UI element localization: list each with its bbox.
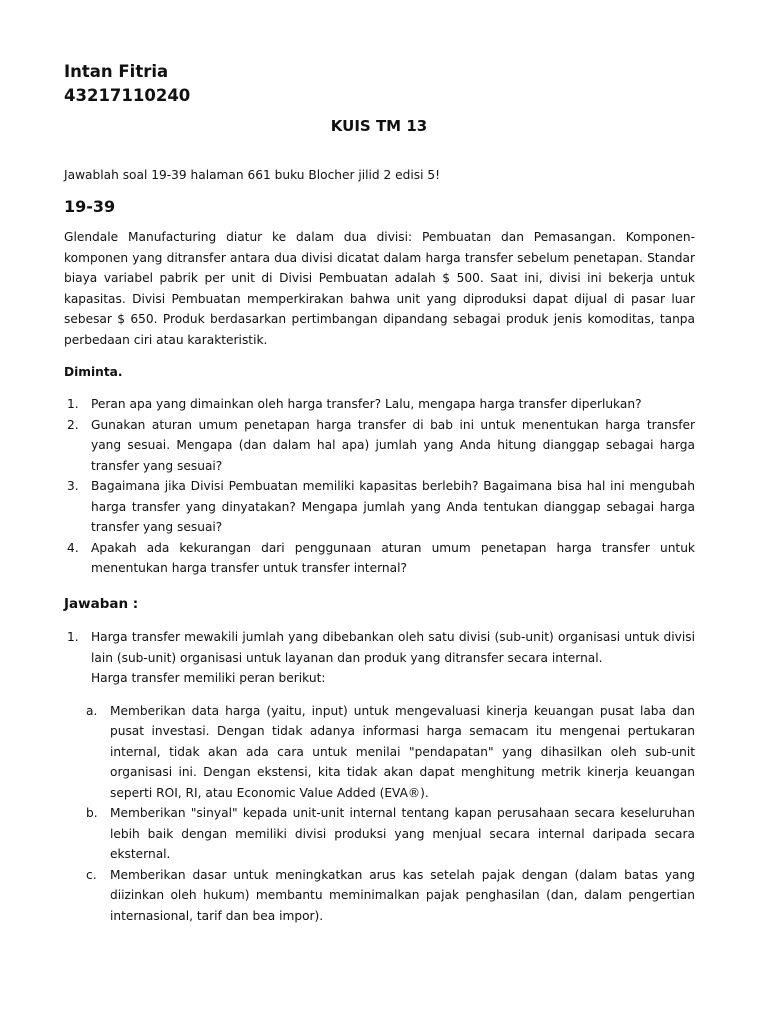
answer-number: 1. xyxy=(67,630,79,644)
role-item xyxy=(64,701,695,804)
question-item xyxy=(64,415,695,477)
instruction-text: Jawablah soal 19-39 halaman 661 buku Blocher jilid 2 edisi 5! xyxy=(64,168,441,182)
question-text: Bagaimana jika Divisi Pembuatan memiliki kapasitas berlebih? Bagaimana bisa hal ini mengubah harga transfer yang dinyatakan? Mengapa jumlah yang Anda tentukan dianggap sebagai harga transfer yang sesuai? xyxy=(91,479,695,534)
student-id: 43217110240 xyxy=(64,86,191,105)
problem-number: 19-39 xyxy=(64,197,116,216)
answer-heading: Jawaban : xyxy=(64,596,139,612)
role-item xyxy=(64,865,695,927)
question-number: 2. xyxy=(67,417,79,432)
role-list xyxy=(64,701,695,927)
answer-item xyxy=(64,627,695,668)
question-number: 1. xyxy=(67,397,79,411)
question-item xyxy=(64,538,695,579)
problem-paragraph: Glendale Manufacturing diatur ke dalam dua divisi: Pembuatan dan Pemasangan. Komponen-komponen yang ditransfer antara dua divisi dicatat dalam harga transfer sebelum penetapan. Standar biaya variabel pabrik per unit di Divisi Pembuatan adalah $ 500. Saat ini, divisi ini bekerja untuk kapasitas. Divisi Pembuatan memperkirakan bahwa unit yang diproduksi dapat dijual di pasar luar sebesar $ 650. Produk berdasarkan pertimbangan dipandang sebagai produk jenis komoditas, tanpa perbedaan ciri atau karakteristik. xyxy=(64,230,695,347)
question-list xyxy=(64,394,695,579)
question-number: 4. xyxy=(67,540,79,555)
role-text: Memberikan "sinyal" kepada unit-unit internal tentang kapan perusahaan secara keseluruhan lebih baik dengan memiliki divisi produksi yang menjual secara internal daripada secara eksternal. xyxy=(110,806,695,861)
role-text: Memberikan data harga (yaitu, input) untuk mengevaluasi kinerja keuangan pusat laba dan pusat investasi. Dengan tidak adanya informasi harga semacam itu mengenai pertukaran internal, tidak akan ada cara untuk menilai "pendapatan" yang dihasilkan oleh sub-unit organisasi ini. Dengan ekstensi, kita tidak akan dapat menghitung metrik kinerja keuangan seperti ROI, RI, atau Economic Value Added (EVA®). xyxy=(110,703,695,800)
question-item xyxy=(64,394,695,415)
answer-list xyxy=(64,627,695,926)
question-item xyxy=(64,476,695,538)
asked-heading: Diminta. xyxy=(64,365,123,379)
answer-text: Harga transfer mewakili jumlah yang dibebankan oleh satu divisi (sub-unit) organisasi untuk divisi lain (sub-unit) organisasi untuk layanan dan produk yang ditransfer secara internal. xyxy=(91,630,695,665)
question-number: 3. xyxy=(67,479,79,493)
author-name: Intan Fitria xyxy=(64,62,169,81)
role-letter: b. xyxy=(86,806,98,820)
role-text: Memberikan dasar untuk meningkatkan arus kas setelah pajak dengan (dalam batas yang diizinkan oleh hukum) membantu meminimalkan pajak penghasilan (dan, dalam pengertian internasional, tarif dan bea impor). xyxy=(110,867,695,923)
role-letter: c. xyxy=(86,867,97,882)
question-text: Peran apa yang dimainkan oleh harga transfer? Lalu, mengapa harga transfer diperlukan? xyxy=(91,397,642,411)
role-item xyxy=(64,803,695,865)
author-block xyxy=(64,60,190,108)
role-letter: a. xyxy=(86,703,98,718)
question-text: Apakah ada kekurangan dari penggunaan aturan umum penetapan harga transfer untuk menentukan harga transfer untuk transfer internal? xyxy=(91,540,695,575)
quiz-title: KUIS TM 13 xyxy=(330,117,428,135)
answer-intro: Harga transfer memiliki peran berikut: xyxy=(91,671,326,685)
question-text: Gunakan aturan umum penetapan harga transfer di bab ini untuk menentukan harga transfer yang sesuai. Mengapa (dan dalam hal apa) jumlah yang Anda hitung dianggap sebagai harga transfer yang sesuai? xyxy=(91,417,695,473)
